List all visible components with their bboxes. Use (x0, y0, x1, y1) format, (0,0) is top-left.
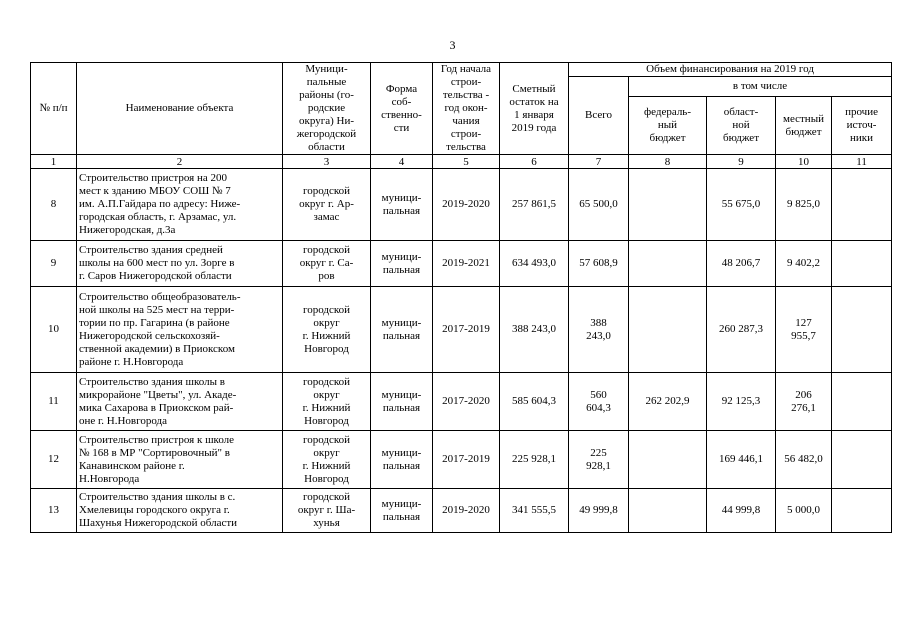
construction-years-cell: 2017-2019 (433, 287, 500, 373)
local-budget-cell: 9 402,2 (776, 241, 832, 287)
table-row (31, 431, 892, 489)
header-years: Год начала строи- тельства - год окон- чания строи- тельства (433, 63, 500, 155)
local-budget-cell: 56 482,0 (776, 431, 832, 489)
construction-years-cell: 2017-2019 (433, 431, 500, 489)
financing-table (30, 62, 892, 533)
header-financing: Объем финансирования на 2019 год (569, 63, 892, 77)
row-number-cell: 11 (31, 373, 77, 431)
column-number: 8 (629, 155, 707, 169)
table-row (31, 373, 892, 431)
estimate-balance-cell: 341 555,5 (500, 489, 569, 533)
ownership-cell: муници- пальная (371, 241, 433, 287)
local-budget-cell: 206 276,1 (776, 373, 832, 431)
construction-years-cell: 2019-2020 (433, 169, 500, 241)
district-cell: городской округ г. Ар- замас (283, 169, 371, 241)
column-number: 11 (832, 155, 892, 169)
column-number: 5 (433, 155, 500, 169)
object-name-cell: Строительство здания средней школы на 600 мест по ул. Зорге в г. Саров Нижегородской области (77, 241, 283, 287)
other-sources-cell (832, 373, 892, 431)
table-row (31, 287, 892, 373)
header-num: № п/п (31, 63, 77, 155)
regional-budget-cell: 260 287,3 (707, 287, 776, 373)
construction-years-cell: 2019-2021 (433, 241, 500, 287)
district-cell: городской округ г. Са- ров (283, 241, 371, 287)
header-districts: Муници- пальные районы (го- родские округа) Ни- жегородской области (283, 63, 371, 155)
row-number-cell: 8 (31, 169, 77, 241)
estimate-balance-cell: 634 493,0 (500, 241, 569, 287)
object-name-cell: Строительство здания школы в с. Хмелевицы городского округа г. Шахунья Нижегородской области (77, 489, 283, 533)
federal-budget-cell (629, 431, 707, 489)
local-budget-cell: 127 955,7 (776, 287, 832, 373)
district-cell: городской округ г. Нижний Новгород (283, 287, 371, 373)
federal-budget-cell (629, 241, 707, 287)
district-cell: городской округ г. Нижний Новгород (283, 373, 371, 431)
total-financing-cell: 65 500,0 (569, 169, 629, 241)
object-name-cell: Строительство общеобразователь- ной школы на 525 мест на терри- тории по пр. Гагарина (в районе Нижегородской сельскохозяй- ственной академии) в Приокском районе г. Н.Новгорода (77, 287, 283, 373)
district-cell: городской округ г. Ша- хунья (283, 489, 371, 533)
total-financing-cell: 225 928,1 (569, 431, 629, 489)
column-number: 10 (776, 155, 832, 169)
ownership-cell: муници- пальная (371, 373, 433, 431)
construction-years-cell: 2017-2020 (433, 373, 500, 431)
ownership-cell: муници- пальная (371, 287, 433, 373)
local-budget-cell: 9 825,0 (776, 169, 832, 241)
regional-budget-cell: 55 675,0 (707, 169, 776, 241)
header-including: в том числе (629, 77, 892, 97)
ownership-cell: муници- пальная (371, 169, 433, 241)
federal-budget-cell (629, 169, 707, 241)
ownership-cell: муници- пальная (371, 489, 433, 533)
column-number: 1 (31, 155, 77, 169)
column-number-row (31, 155, 892, 169)
federal-budget-cell (629, 287, 707, 373)
table-row (31, 489, 892, 533)
estimate-balance-cell: 388 243,0 (500, 287, 569, 373)
district-cell: городской округ г. Нижний Новгород (283, 431, 371, 489)
row-number-cell: 12 (31, 431, 77, 489)
column-number: 3 (283, 155, 371, 169)
object-name-cell: Строительство пристроя на 200 мест к зданию МБОУ СОШ № 7 им. А.П.Гайдара по адресу: Ниже- городская область, г. Арзамас, ул. Нижегородская, д.3а (77, 169, 283, 241)
header-regional: област- ной бюджет (707, 97, 776, 155)
row-number-cell: 9 (31, 241, 77, 287)
regional-budget-cell: 44 999,8 (707, 489, 776, 533)
header-local: местный бюджет (776, 97, 832, 155)
estimate-balance-cell: 225 928,1 (500, 431, 569, 489)
row-number-cell: 10 (31, 287, 77, 373)
header-ownership: Форма соб- ственно- сти (371, 63, 433, 155)
regional-budget-cell: 169 446,1 (707, 431, 776, 489)
total-financing-cell: 57 608,9 (569, 241, 629, 287)
estimate-balance-cell: 257 861,5 (500, 169, 569, 241)
column-number: 9 (707, 155, 776, 169)
regional-budget-cell: 92 125,3 (707, 373, 776, 431)
table-row (31, 241, 892, 287)
column-number: 6 (500, 155, 569, 169)
estimate-balance-cell: 585 604,3 (500, 373, 569, 431)
federal-budget-cell: 262 202,9 (629, 373, 707, 431)
federal-budget-cell (629, 489, 707, 533)
total-financing-cell: 560 604,3 (569, 373, 629, 431)
header-name: Наименование объекта (77, 63, 283, 155)
table-body (31, 169, 892, 533)
regional-budget-cell: 48 206,7 (707, 241, 776, 287)
column-number: 7 (569, 155, 629, 169)
column-number: 2 (77, 155, 283, 169)
other-sources-cell (832, 241, 892, 287)
local-budget-cell: 5 000,0 (776, 489, 832, 533)
other-sources-cell (832, 431, 892, 489)
object-name-cell: Строительство здания школы в микрорайоне "Цветы", ул. Акаде- мика Сахарова в Приокском рай- оне г. Н.Новгорода (77, 373, 283, 431)
header-estimate: Сметный остаток на 1 января 2019 года (500, 63, 569, 155)
ownership-cell: муници- пальная (371, 431, 433, 489)
total-financing-cell: 388 243,0 (569, 287, 629, 373)
other-sources-cell (832, 287, 892, 373)
page-number: 3 (449, 38, 456, 52)
object-name-cell: Строительство пристроя к школе № 168 в МР "Сортировочный" в Канавинском районе г. Н.Новгорода (77, 431, 283, 489)
other-sources-cell (832, 489, 892, 533)
total-financing-cell: 49 999,8 (569, 489, 629, 533)
row-number-cell: 13 (31, 489, 77, 533)
header-total: Всего (569, 77, 629, 155)
column-number: 4 (371, 155, 433, 169)
table-header (31, 63, 892, 169)
construction-years-cell: 2019-2020 (433, 489, 500, 533)
header-federal: федераль- ный бюджет (629, 97, 707, 155)
table-row (31, 169, 892, 241)
header-other: прочие источ- ники (832, 97, 892, 155)
other-sources-cell (832, 169, 892, 241)
